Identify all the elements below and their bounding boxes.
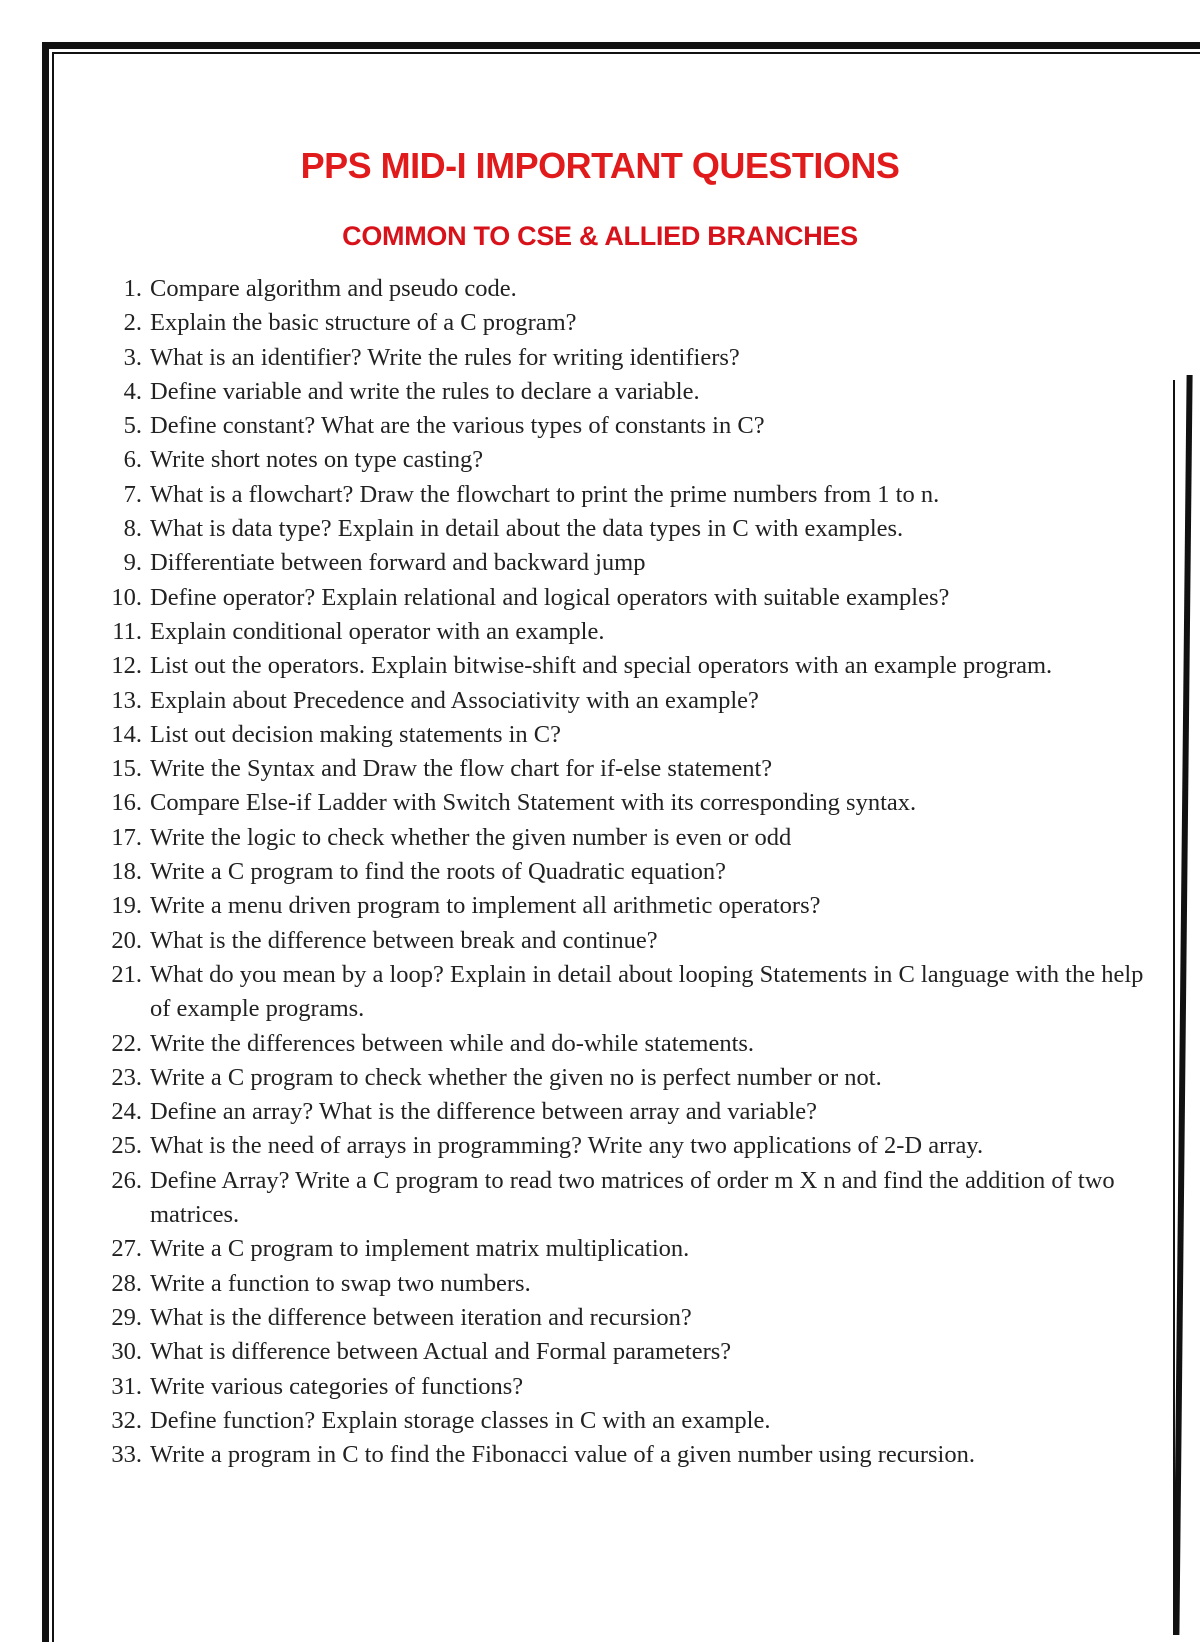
page-border-right-inner — [1173, 380, 1175, 1635]
question-item — [100, 855, 1150, 889]
question-text: Write a menu driven program to implement all arithmetic operators? — [150, 892, 821, 920]
question-number: 29. — [111, 1303, 142, 1331]
question-text: Define function? Explain storage classes in C with an example. — [150, 1406, 771, 1434]
question-text: What do you mean by a loop? Explain in detail about looping Statements in C language with the help of example programs. — [150, 960, 1144, 1023]
question-number: 5. — [123, 412, 142, 440]
question-text: Write the differences between while and do-while statements. — [150, 1029, 755, 1057]
question-text: Write the logic to check whether the given number is even or odd — [150, 823, 792, 851]
question-item — [100, 958, 1150, 1027]
question-text: Write the Syntax and Draw the flow chart for if-else statement? — [150, 755, 773, 783]
question-number: 23. — [111, 1063, 142, 1091]
question-text: What is a flowchart? Draw the flowchart to print the prime numbers from 1 to n. — [150, 480, 940, 508]
question-text: Define Array? Write a C program to read two matrices of order m X n and find the addition of two matrices. — [150, 1166, 1115, 1229]
question-item — [100, 581, 1150, 615]
question-text: Explain conditional operator with an example. — [150, 617, 605, 645]
question-list — [100, 272, 1150, 1472]
question-item — [100, 684, 1150, 718]
question-text: What is the need of arrays in programming? Write any two applications of 2-D array. — [150, 1132, 984, 1160]
question-item — [100, 1438, 1150, 1472]
question-text: Write a C program to check whether the given no is perfect number or not. — [150, 1063, 882, 1091]
question-number: 17. — [111, 823, 142, 851]
question-text: Explain the basic structure of a C program? — [150, 309, 577, 337]
question-item — [100, 1095, 1150, 1129]
question-item — [100, 1232, 1150, 1266]
question-number: 12. — [111, 652, 142, 680]
question-text: Differentiate between forward and backward jump — [150, 549, 646, 577]
question-number: 1. — [123, 275, 142, 302]
question-number: 15. — [111, 755, 142, 783]
question-item — [100, 478, 1150, 512]
question-number: 18. — [111, 858, 142, 886]
question-number: 25. — [111, 1132, 142, 1160]
question-number: 8. — [123, 515, 142, 543]
question-item — [100, 615, 1150, 649]
question-item — [100, 409, 1150, 443]
question-item — [100, 512, 1150, 546]
question-text: Compare Else-if Ladder with Switch Statement with its corresponding syntax. — [150, 789, 917, 817]
question-number: 19. — [111, 892, 142, 920]
question-number: 14. — [111, 720, 142, 748]
question-text: What is an identifier? Write the rules for writing identifiers? — [150, 343, 740, 371]
question-text: Define operator? Explain relational and logical operators with suitable examples? — [150, 583, 950, 611]
question-item — [100, 1404, 1150, 1438]
question-text: What is the difference between iteration and recursion? — [150, 1303, 692, 1331]
question-item — [100, 1370, 1150, 1404]
question-text: Explain about Precedence and Associativity with an example? — [150, 686, 759, 714]
question-number: 27. — [111, 1235, 142, 1263]
question-number: 22. — [111, 1029, 142, 1057]
question-item — [100, 272, 1150, 306]
question-text: Define constant? What are the various types of constants in C? — [150, 412, 765, 440]
question-text: List out decision making statements in C? — [150, 720, 561, 748]
question-text: List out the operators. Explain bitwise-shift and special operators with an example program. — [150, 652, 1053, 680]
question-item — [100, 443, 1150, 477]
question-item — [100, 375, 1150, 409]
question-number: 11. — [112, 617, 142, 645]
question-number: 30. — [111, 1338, 142, 1366]
question-item — [100, 1301, 1150, 1335]
question-number: 20. — [111, 926, 142, 954]
question-item — [100, 306, 1150, 340]
question-number: 24. — [111, 1098, 142, 1126]
question-item — [100, 341, 1150, 375]
question-text: What is data type? Explain in detail about the data types in C with examples. — [150, 515, 904, 543]
question-text: Write a function to swap two numbers. — [150, 1269, 531, 1297]
question-number: 21. — [111, 960, 142, 988]
question-number: 2. — [123, 309, 142, 337]
question-number: 10. — [111, 583, 142, 611]
question-text: What is the difference between break and continue? — [150, 926, 658, 954]
question-item — [100, 1027, 1150, 1061]
question-item — [100, 1335, 1150, 1369]
question-text: What is difference between Actual and Formal parameters? — [150, 1338, 732, 1366]
question-text: Compare algorithm and pseudo code. — [150, 275, 517, 302]
question-item — [100, 889, 1150, 923]
question-item — [100, 1061, 1150, 1095]
question-number: 7. — [123, 480, 142, 508]
page-title: PPS MID-I IMPORTANT QUESTIONS — [300, 145, 900, 186]
question-number: 13. — [111, 686, 142, 714]
question-item — [100, 752, 1150, 786]
question-item — [100, 546, 1150, 580]
question-number: 16. — [111, 789, 142, 817]
question-number: 28. — [111, 1269, 142, 1297]
question-item — [100, 1129, 1150, 1163]
question-item — [100, 718, 1150, 752]
question-item — [100, 1164, 1150, 1233]
question-text: Write short notes on type casting? — [150, 446, 484, 474]
question-text: Write a C program to find the roots of Quadratic equation? — [150, 858, 726, 886]
question-number: 6. — [123, 446, 142, 474]
question-text: Write a C program to implement matrix multiplication. — [150, 1235, 690, 1263]
question-text: Define variable and write the rules to declare a variable. — [150, 377, 700, 405]
question-number: 26. — [111, 1166, 142, 1194]
question-item — [100, 1267, 1150, 1301]
question-text: Define an array? What is the difference between array and variable? — [150, 1098, 818, 1126]
question-item — [100, 924, 1150, 958]
question-number: 31. — [111, 1372, 142, 1400]
question-number: 4. — [123, 377, 142, 405]
question-item — [100, 821, 1150, 855]
question-number: 9. — [123, 549, 142, 577]
page-subtitle: COMMON TO CSE & ALLIED BRANCHES — [342, 221, 858, 251]
question-item — [100, 649, 1150, 683]
question-text: Write various categories of functions? — [150, 1372, 524, 1400]
question-number: 3. — [123, 343, 142, 371]
question-item — [100, 786, 1150, 820]
question-text: Write a program in C to find the Fibonacci value of a given number using recursion. — [150, 1441, 975, 1469]
question-number: 33. — [111, 1441, 142, 1469]
question-number: 32. — [111, 1406, 142, 1434]
